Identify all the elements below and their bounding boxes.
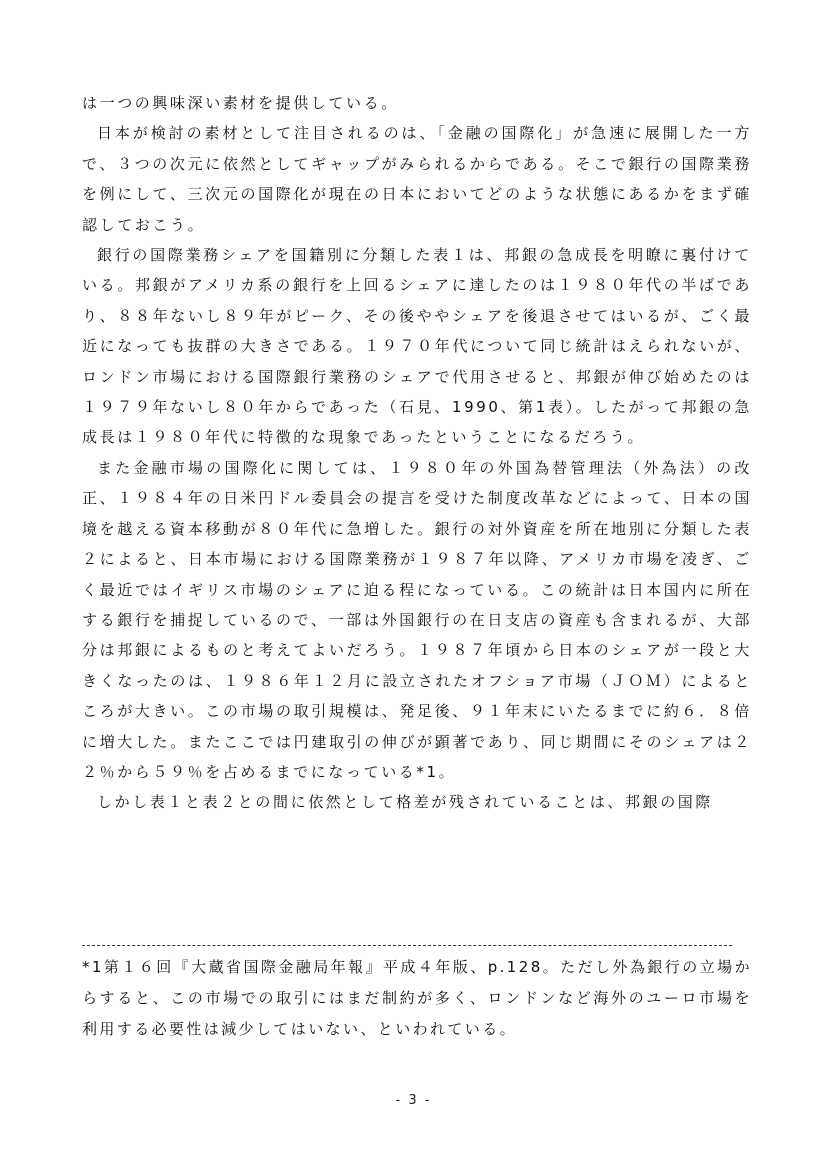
paragraph-japan-focus: 日本が検討の素材として注目されるのは、「金融の国際化」が急速に展開した一方で、３つの次元に依然としてギャップがみられるからである。そこで銀行の国際業務を例にして、三次元の国際化が現在の日本においてどのような状態にあるかをまず確認しておこう。 — [82, 124, 752, 234]
body-text — [82, 88, 752, 818]
footnote — [82, 952, 752, 1045]
paragraph-bank-share: 銀行の国際業務シェアを国籍別に分類した表１は、邦銀の急成長を明瞭に裏付けている。邦銀がアメリカ系の銀行を上回るシェアに達したのは１９８０年代の半ばであり、８８年ないし８９年がピーク、その後ややシェアを後退させてはいるが、ごく最近になっても抜群の大きさである。１９７０年代について同じ統計はえられないが、ロンドン市場における国際銀行業務のシェアで代用させると、邦銀が伸び始めたのは１９７９年ないし８０年からであった（石見、1990、第1表）。したがって邦銀の急成長は１９８０年代に特徴的な現象であったということになるだろう。 — [82, 246, 752, 447]
paragraph-continuation: は一つの興味深い素材を提供している。 — [82, 94, 399, 112]
paragraph-market-internationalization: また金融市場の国際化に関しては、１９８０年の外国為替管理法（外為法）の改正、１９８４年の日米円ドル委員会の提言を受けた制度改革などによって、日本の国境を越える資本移動が８０年代に急増した。銀行の対外資産を所在地別に分類した表２によると、日本市場における国際業務が１９８７年以降、アメリカ市場を凌ぎ、ごく最近ではイギリス市場のシェアに迫る程になっている。この統計は日本国内に所在する銀行を捕捉しているので、一部は外国銀行の在日支店の資産も含まれるが、大部分は邦銀によるものと考えてよいだろう。１９８７年頃から日本のシェアが一段と大きくなったのは、１９８６年１２月に設立されたオフショア市場（ＪＯＭ）によるところが大きい。この市場の取引規模は、発足後、９１年末にいたるまでに約６．８倍に増大した。またここでは円建取引の伸びが顕著であり、同じ期間にそのシェアは２２％から５９％を占めるまでになっている*1。 — [82, 458, 752, 781]
footnote-divider — [82, 945, 732, 946]
page-number: - 3 - — [395, 1093, 432, 1108]
footnote-text: *1第１６回『大蔵省国際金融局年報』平成４年版、p.128。ただし外為銀行の立場からすると、この市場での取引にはまだ制約が多く、ロンドンなど海外のユーロ市場を利用する必要性は減少してはいない、といわれている。 — [82, 958, 752, 1038]
paragraph-gap: しかし表１と表２との間に依然として格差が残されていることは、邦銀の国際 — [97, 793, 714, 812]
